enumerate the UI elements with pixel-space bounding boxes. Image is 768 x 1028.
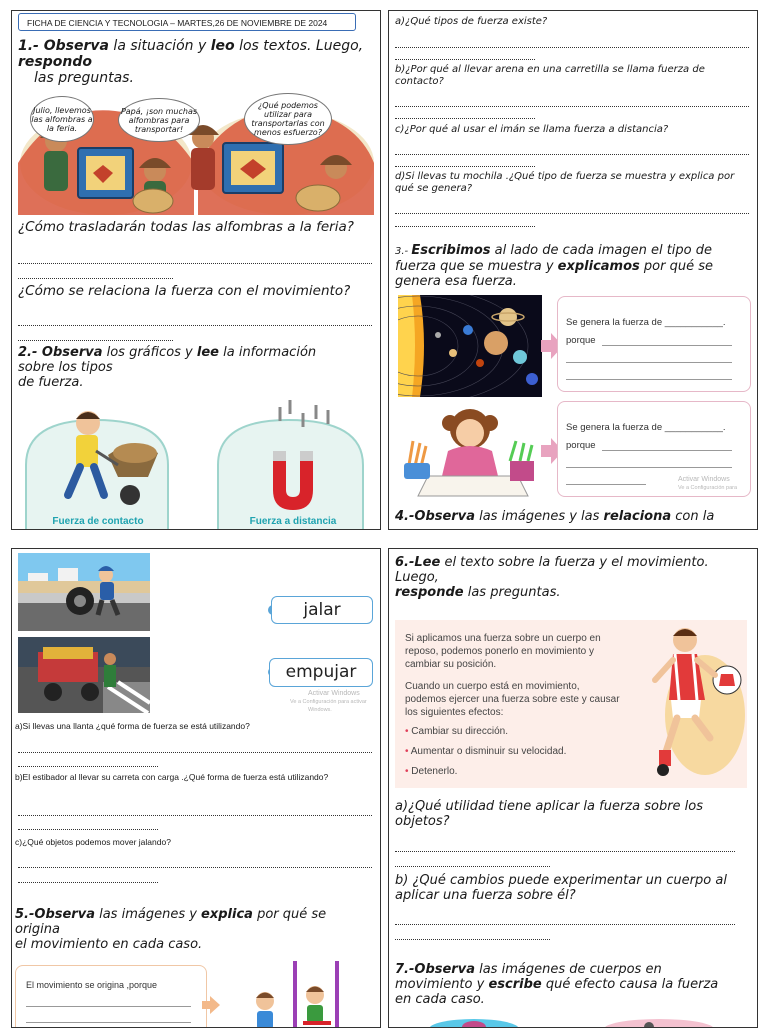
answer-line[interactable] [395,59,535,60]
watermark: Ve a Configuración para [678,485,738,491]
solar-system-drawing [398,295,542,397]
answer-line[interactable] [18,325,372,326]
answer-line[interactable] [395,154,749,155]
worksheet-header: FICHA DE CIENCIA Y TECNOLOGIA – MARTES,26 DE NOVIEMBRE DE 2024 [18,13,356,31]
answer-line[interactable] [395,866,550,867]
question-b: b)¿Por qué al llevar arena en una carretilla se llama fuerza de contacto? [395,64,705,87]
girl-drawing-image [398,401,542,501]
answer-line[interactable] [395,213,749,214]
force-types-drawing [18,395,374,530]
bottom-images-strip [409,1011,749,1028]
section-1-instruction: 1.- Observa la situación y leo los textos. Luego, respondo las preguntas. [18,38,364,86]
answer-line[interactable] [18,263,372,264]
section-5-instruction: 5.-Observa las imágenes y explica por qué se origina el movimiento en cada caso. [15,907,327,952]
answer-line[interactable] [18,278,173,279]
answer-line[interactable] [395,106,749,107]
question-b: b) ¿Qué cambios puede experimentar un cuerpo al aplicar una fuerza sobre él? [395,873,727,903]
question-a: a)Si llevas una llanta ¿qué forma de fuerza se está utilizando? [15,721,250,731]
answer-line[interactable] [395,47,749,48]
worksheet-panel-2 [388,10,758,530]
tire-pulling-image [18,553,150,631]
answer-line[interactable] [18,340,173,341]
section-4-instruction: 4.-Observa las imágenes y las relaciona con la [395,509,715,524]
question-c: c)¿Qué objetos podemos mover jalando? [15,837,171,847]
info-bullet-3: • Detenerlo. [405,766,458,777]
question-a: a)¿Qué tipos de fuerza existe? [395,16,548,27]
answer-line[interactable] [18,815,372,816]
section-6-instruction: 6.-Lee el texto sobre la fuerza y el movimiento. Luego, responde las preguntas. [395,555,709,600]
worksheet-panel-1 [11,10,381,530]
swing-children-image [227,961,367,1028]
word-empujar[interactable]: empujar [269,658,373,687]
cart-pushing-drawing [18,637,150,713]
info-paragraph-1: Si aplicamos una fuerza sobre un cuerpo en reposo, podemos ponerlo en movimiento y cambiar su posición. [405,633,601,670]
speech-bubble-3: ¿Qué podemos utilizar para transportarlas con menos esfuerzo? [244,93,332,145]
question-d: d)Si llevas tu mochila .¿Qué tipo de fuerza se muestra y explica por qué se genera? [395,171,735,194]
section-3-instruction: 3.- Escribimos al lado de cada imagen el tipo de fuerza que se muestra y explicamos por qué se genera esa fuerza. [395,243,713,289]
answer-line[interactable] [18,867,372,868]
answer-line[interactable] [395,924,735,925]
answer-line[interactable] [395,939,550,940]
speech-bubble-1: Julio, llevemos las alfombras a la feria. [30,96,94,142]
soccer-player-image [635,620,747,788]
solar-system-image [398,295,542,397]
question-2: ¿Cómo se relaciona la fuerza con el movimiento? [18,283,351,299]
cart-pushing-image [18,637,150,713]
answer-line[interactable] [18,882,158,883]
info-paragraph-2: Cuando un cuerpo está en movimiento, podemos ejercer una fuerza sobre este y causar los siguientes efectos: [405,681,620,718]
girl-drawing-drawing [398,401,542,501]
question-c: c)¿Por qué al usar el imán se llama fuerza a distancia? [395,124,669,135]
answer-line[interactable] [18,829,158,830]
watermark: Windows. [308,707,332,713]
answer-card-2[interactable]: Se genera la fuerza de ___________. porque Activar Windows Ve a Configuración para [557,401,751,497]
info-bullet-1: • Cambiar su dirección. [405,726,508,737]
question-1: ¿Cómo trasladarán todas las alfombras a la feria? [18,219,354,235]
answer-card-1[interactable]: Se genera la fuerza de ___________. porque [557,296,751,392]
watermark: Ve a Configuración para activar [290,699,367,705]
section-7-instruction: 7.-Observa las imágenes de cuerpos en movimiento y escribe qué efecto causa la fuerza en cada caso. [395,962,719,1007]
answer-line[interactable] [18,752,372,753]
question-b: b)El estibador al llevar su carreta con carga .¿Qué forma de fuerza está utilizando? [15,772,329,782]
force-info-box [395,620,747,788]
answer-line[interactable] [395,118,535,119]
question-a: a)¿Qué utilidad tiene aplicar la fuerza sobre los objetos? [395,799,704,829]
tire-pulling-drawing [18,553,150,631]
label-contact-force: Fuerza de contacto [52,516,144,527]
answer-line[interactable] [395,851,735,852]
arrow-icon [200,994,222,1016]
answer-line[interactable] [18,766,158,767]
label-distance-force: Fuerza a distancia [249,516,337,527]
speech-bubble-2: Papá, ¡son muchas alfombras para transportar! [118,98,200,142]
force-types-illustration [18,395,374,530]
watermark: Activar Windows [678,476,730,483]
worksheet-panel-3 [11,548,381,1028]
movement-answer-card[interactable]: El movimiento se origina ,porque [15,965,207,1028]
info-bullet-2: • Aumentar o disminuir su velocidad. [405,746,567,757]
section-2-instruction: 2.- Observa los gráficos y lee la información sobre los tipos de fuerza. [18,345,317,390]
answer-line[interactable] [395,226,535,227]
answer-line[interactable] [395,166,535,167]
worksheet-panel-4 [388,548,758,1028]
watermark: Activar Windows [308,690,360,697]
word-jalar[interactable]: jalar [271,596,373,624]
carpet-scene-illustration [18,93,374,215]
